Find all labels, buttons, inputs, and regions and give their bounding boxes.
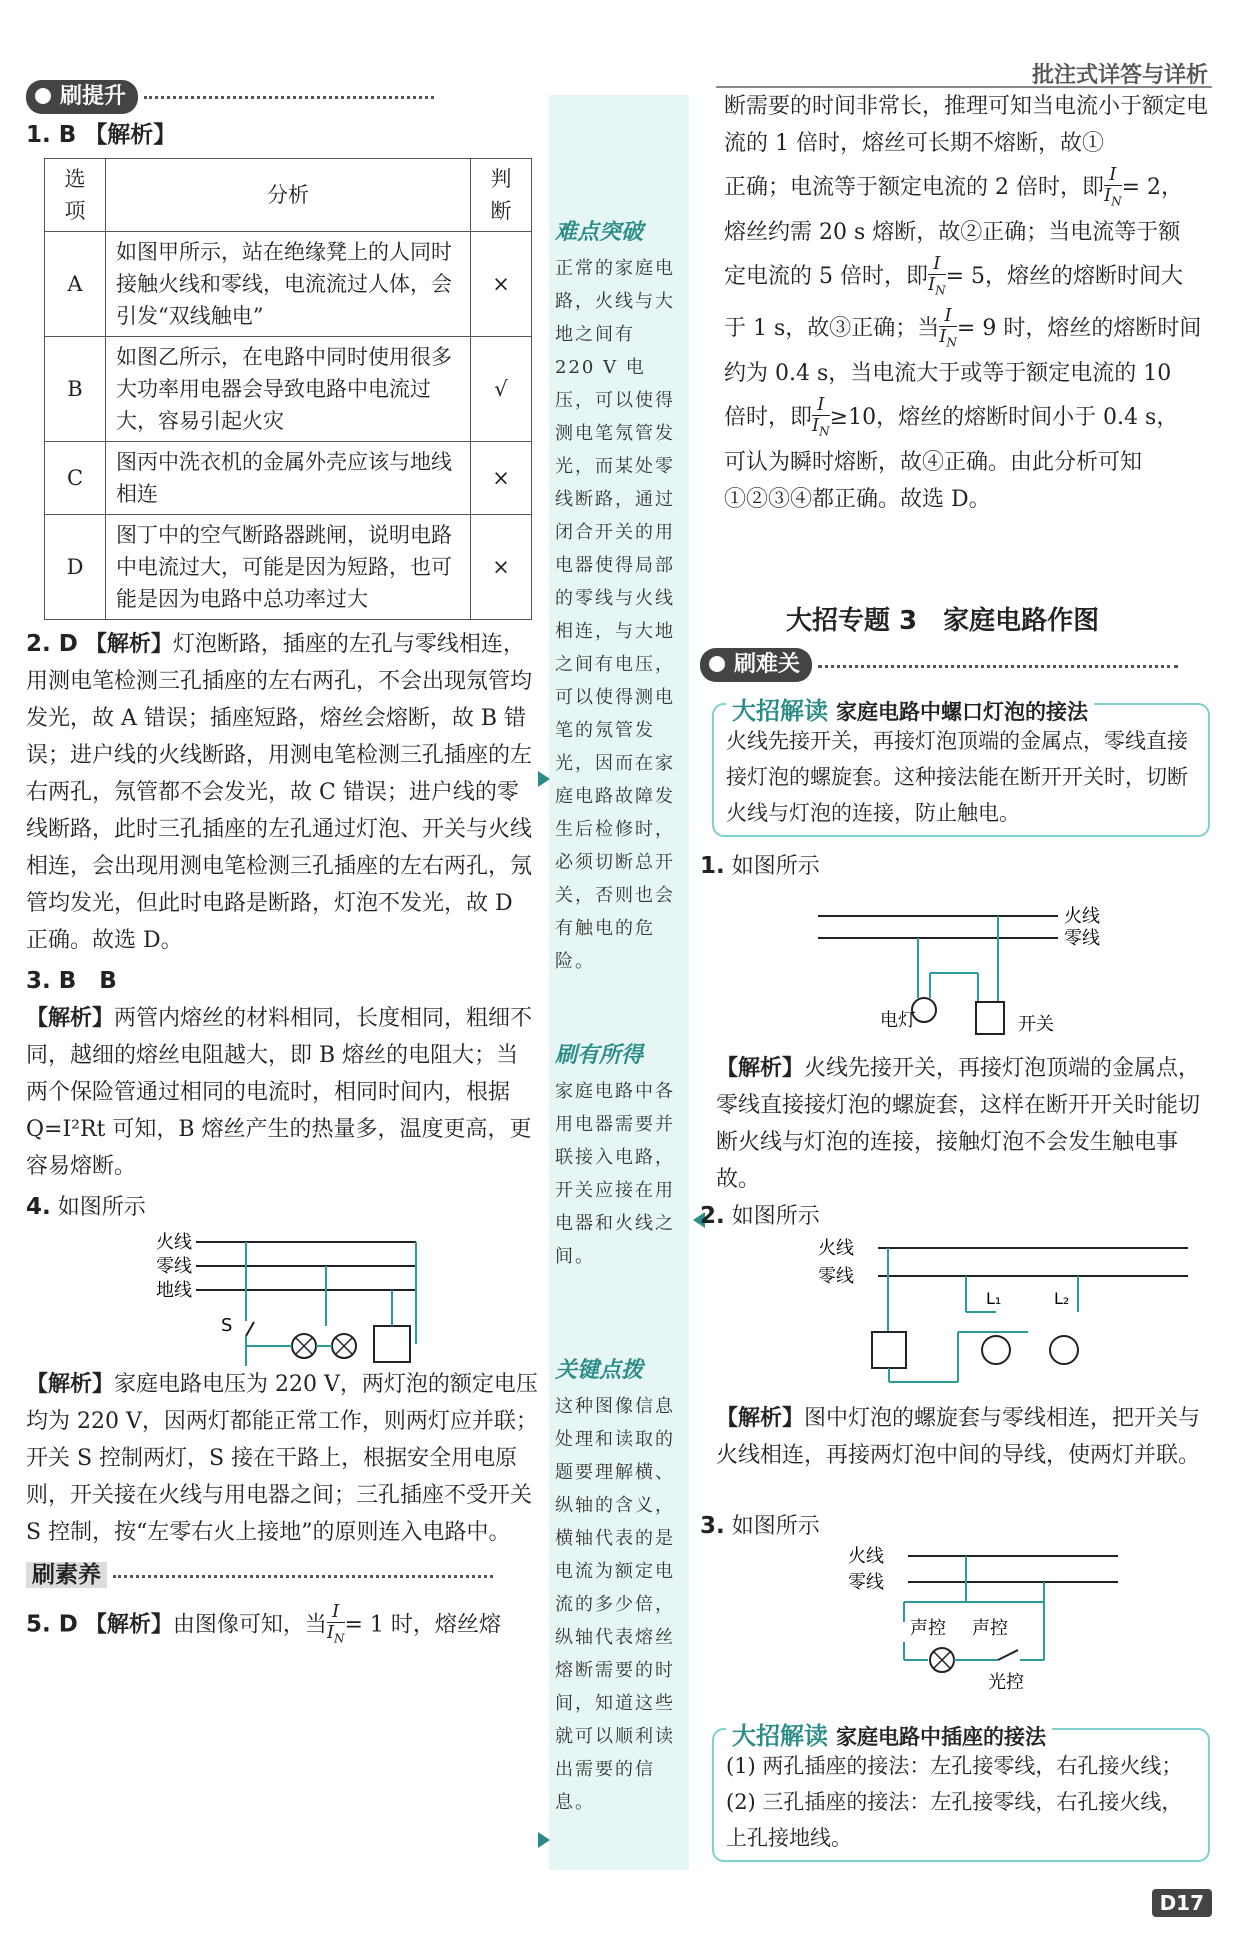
r2-head: 如图所示 (731, 1204, 820, 1229)
lamp-l1-label: L₁ (986, 1289, 1002, 1308)
q4-answer (26, 1189, 538, 1226)
table-cell-option: D (45, 515, 106, 620)
note-key (549, 1353, 689, 1819)
section-title: 大招专题 3 家庭电路作图 (786, 606, 1100, 636)
q2-answer (26, 626, 538, 959)
tip-box-socket (712, 1722, 1210, 1862)
switch-icon (872, 1332, 906, 1368)
fire-line-label: 火线 (1064, 906, 1100, 927)
r2-number: 2. (700, 1203, 725, 1229)
table-cell-option: C (45, 442, 106, 515)
q4-circuit-diagram (96, 1226, 426, 1366)
note-text: 这种图像信息处理和读取的题要理解横、纵轴的含义，横轴代表的是电流为额定电流的多少倍，纵轴代表熔丝熔断需要的时间，知道这些就可以顺利读出需要的信息。 (555, 1396, 675, 1813)
note-difficulty (549, 215, 689, 978)
section-shua-nanguan (700, 648, 1178, 682)
side-notes (549, 95, 689, 1870)
right-column (724, 88, 1214, 518)
section-shua-tisheng (26, 78, 538, 115)
table-cell-judge: × (471, 515, 532, 620)
sound-control-label: 声控 (910, 1618, 946, 1639)
table-cell-judge: × (471, 442, 532, 515)
q4-tag: 【解析】 (26, 1371, 115, 1397)
table-header-cell: 判断 (471, 159, 532, 232)
zero-line-label: 零线 (848, 1572, 884, 1593)
r1-head: 如图所示 (731, 854, 820, 879)
switch-icon (976, 1002, 1004, 1034)
bulb-icon (982, 1336, 1010, 1364)
fire-line-label: 火线 (818, 1238, 854, 1259)
table-row (45, 337, 532, 442)
q4-number: 4. (26, 1194, 51, 1220)
r1-text: 火线先接开关，再接灯泡顶端的金属点，零线直接接灯泡的螺旋套，这样在断开开关时能切断火线与灯泡的连接，接触灯泡不会发生触电事故。 (716, 1056, 1201, 1192)
q3-number: 3. B B (26, 968, 117, 994)
q5-number: 5. D (26, 1611, 78, 1638)
table-cell-analysis: 图丁中的空气断路器跳闸，说明电路中电流过大，可能是因为短路，也可能是因为电路中总功率过大 (106, 515, 471, 620)
r3-answer (700, 1508, 1210, 1545)
dotted-rule (144, 96, 434, 99)
arrow-icon (538, 1832, 550, 1848)
r1-number: 1. (700, 853, 725, 879)
q2-text: 灯泡断路，插座的左孔与零线相连，用测电笔检测三孔插座的左右两孔，不会出现氖管均发光，故 A 错误；插座短路，熔丝会熔断，故 B 错误；进户线的火线断路，用测电笔检测三孔插座的左右两孔，氖管都不会发光，故 C 错误；进户线的零线断路，此时三孔插座的左孔通过灯泡、开关与火线相连，会出现用测电笔检测三孔插座的左右两孔，氖管均发光，但此时电路是断路，灯泡不发光，故 D 正确。故选 D。 (26, 632, 533, 953)
dotted-rule (818, 665, 1178, 668)
section-badge: 刷提升 (26, 80, 138, 114)
r1-analysis (716, 1050, 1210, 1198)
tip-box-text: (1) 两孔插座的接法：左孔接零线，右孔接火线； (2) 三孔插座的接法：左孔接零线，右孔接火线，上孔接地线。 (726, 1754, 1183, 1850)
q5-tag: 【解析】 (84, 1611, 173, 1638)
analysis-table (44, 158, 532, 620)
section-badge: 刷难关 (700, 648, 812, 682)
table-header-cell: 分析 (106, 159, 471, 232)
table-cell-option: B (45, 337, 106, 442)
page-header: 批注式详答与详析 (1031, 63, 1208, 88)
fire-line-label: 火线 (848, 1546, 884, 1567)
note-text: 正常的家庭电路，火线与大地之间有 220 V 电压，可以使得测电笔氖管发光，而某处零线断路，通过闭合开关的用电器使得局部的零线与火线相连，与大地之间有电压，可以使得测电笔的氖管发光，因而在家庭电路故障发生后检修时，必须切断总开关，否则也会有触电的危险。 (555, 258, 675, 972)
table-row (45, 442, 532, 515)
ratio-fraction: $\frac{I}{I_N}$ (1104, 163, 1122, 209)
q5-pre: 由图像可知，当 (172, 1612, 327, 1638)
q3-answer (26, 963, 538, 1185)
table-cell-analysis: 如图甲所示，站在绝缘凳上的人同时接触火线和零线，电流流过人体，会引发“双线触电” (106, 232, 471, 337)
r1-tag: 【解析】 (716, 1055, 805, 1081)
r2-tag: 【解析】 (716, 1405, 805, 1431)
ground-line-label: 地线 (156, 1280, 192, 1301)
left-column (26, 78, 538, 1649)
lamp-label: 电灯 (880, 1010, 916, 1031)
q4-analysis (26, 1366, 538, 1551)
table-row (45, 232, 532, 337)
q1-head: 1. B 【解析】 (26, 122, 177, 148)
sound-control-label: 声控 (972, 1618, 1008, 1639)
arrow-icon (538, 771, 550, 787)
r1-circuit-diagram (818, 898, 1158, 1048)
q5-post: = 1 时，熔丝熔 (344, 1612, 501, 1638)
q2-tag: 【解析】 (84, 631, 173, 657)
note-title: 难点突破 (555, 220, 644, 245)
socket-icon (374, 1326, 410, 1362)
r2-circuit-diagram (818, 1232, 1198, 1392)
r2-text: 图中灯泡的螺旋套与零线相连，把开关与火线相连，再接两灯泡中间的导线，使两灯并联。 (716, 1406, 1201, 1468)
table-cell-analysis: 图丙中洗衣机的金属外壳应该与地线相连 (106, 442, 471, 515)
q3-tag: 【解析】 (26, 1005, 115, 1031)
table-cell-judge: √ (471, 337, 532, 442)
zero-line-label: 零线 (818, 1266, 854, 1287)
table-row (45, 515, 532, 620)
q2-number: 2. D (26, 631, 78, 657)
dotted-rule (113, 1575, 493, 1578)
ratio-fraction: $\frac{I}{I_N}$ (812, 393, 830, 439)
ratio-fraction: $\frac{I}{I_N}$ (326, 1601, 345, 1646)
section-label: 刷素养 (26, 1562, 107, 1588)
q4-head: 如图所示 (57, 1195, 146, 1220)
lamp-l2-label: L₂ (1054, 1289, 1070, 1308)
note-title: 刷有所得 (555, 1043, 644, 1068)
note-text: 家庭电路中各用电器需要并联接入电路，开关应接在用电器和火线之间。 (555, 1081, 675, 1267)
switch-label: 开关 (1018, 1014, 1054, 1035)
bulb-icon (1050, 1336, 1078, 1364)
light-control-label: 光控 (988, 1672, 1024, 1692)
table-cell-judge: × (471, 232, 532, 337)
r3-circuit-diagram (848, 1542, 1148, 1692)
table-cell-option: A (45, 232, 106, 337)
r3-head: 如图所示 (731, 1514, 820, 1539)
tip-box-text: 火线先接开关，再接灯泡顶端的金属点，零线直接接灯泡的螺旋套。这种接法能在断开开关时，切断火线与灯泡的连接，防止触电。 (726, 729, 1188, 825)
table-header-row (45, 159, 532, 232)
zero-line-label: 零线 (1064, 928, 1100, 949)
zero-line-label: 零线 (156, 1256, 192, 1277)
r1-answer (700, 848, 1210, 885)
q3-text: 两管内熔丝的材料相同，长度相同，粗细不同，越细的熔丝电阻越大，即 B 熔丝的电阻大；当两个保险管通过相同的电流时，相同时间内，根据 Q=I²Rt 可知，B 熔丝产生的热量多，温度更高，更容易熔断。 (26, 1006, 533, 1179)
q4-text: 家庭电路电压为 220 V，两灯泡的额定电压均为 220 V，因两灯都能正常工作，则两灯应并联；开关 S 控制两灯，S 接在干路上，根据安全用电原则，开关接在火线与用电器之间；三孔插座不受开关 S 控制，按“左零右火上接地”的原则连入电路中。 (26, 1372, 538, 1545)
tip-box-heading: 大招解读 家庭电路中螺口灯泡的接法 (726, 691, 1094, 726)
ratio-fraction: $\frac{I}{I_N}$ (939, 304, 957, 350)
r2-answer (700, 1198, 1210, 1235)
q5-answer (26, 1602, 538, 1649)
r2-analysis (716, 1400, 1210, 1474)
tip-box-bulb (712, 697, 1210, 837)
ratio-fraction: $\frac{I}{I_N}$ (927, 252, 946, 298)
q5-continuation: 断需要的时间非常长，推理可知当电流小于额定电流的 1 倍时，熔丝可长期不熔断，故① 正确；电流等于额定电流的 2 倍时，即 $\frac{I}{I_N}$ = 2， 熔丝约需 20 s 熔断，故②正确；当电流等于额 定电流的 5 倍时，即 $\frac{I}{I_N}$ = 5，熔丝的熔断时间大 于 1 s，故③正确；当 $\frac{I}{I_N}$ = 9 时，熔丝的熔断时间 约为 0.4 s，当电流大于或等于额定电流的 10 倍时，即 $\frac{I}{I_N}$ ≥10，熔丝的熔断时间小于 0.4 s， 可认为瞬时熔断，故④正确。由此分析可知①②③④都正确。故选 D。 (724, 94, 1209, 512)
fire-line-label: 火线 (156, 1232, 192, 1253)
page-number: D17 (1152, 1889, 1212, 1917)
tip-box-heading: 大招解读 家庭电路中插座的接法 (726, 1716, 1052, 1751)
note-title: 关键点拨 (555, 1358, 644, 1383)
section-shua-suyang (26, 1557, 538, 1594)
table-cell-analysis: 如图乙所示，在电路中同时使用很多大功率用电器会导致电路中电流过大，容易引起火灾 (106, 337, 471, 442)
switch-s-label: S (221, 1315, 233, 1336)
note-gain (549, 1038, 689, 1273)
table-header-cell: 选项 (45, 159, 106, 232)
r3-number: 3. (700, 1513, 725, 1539)
